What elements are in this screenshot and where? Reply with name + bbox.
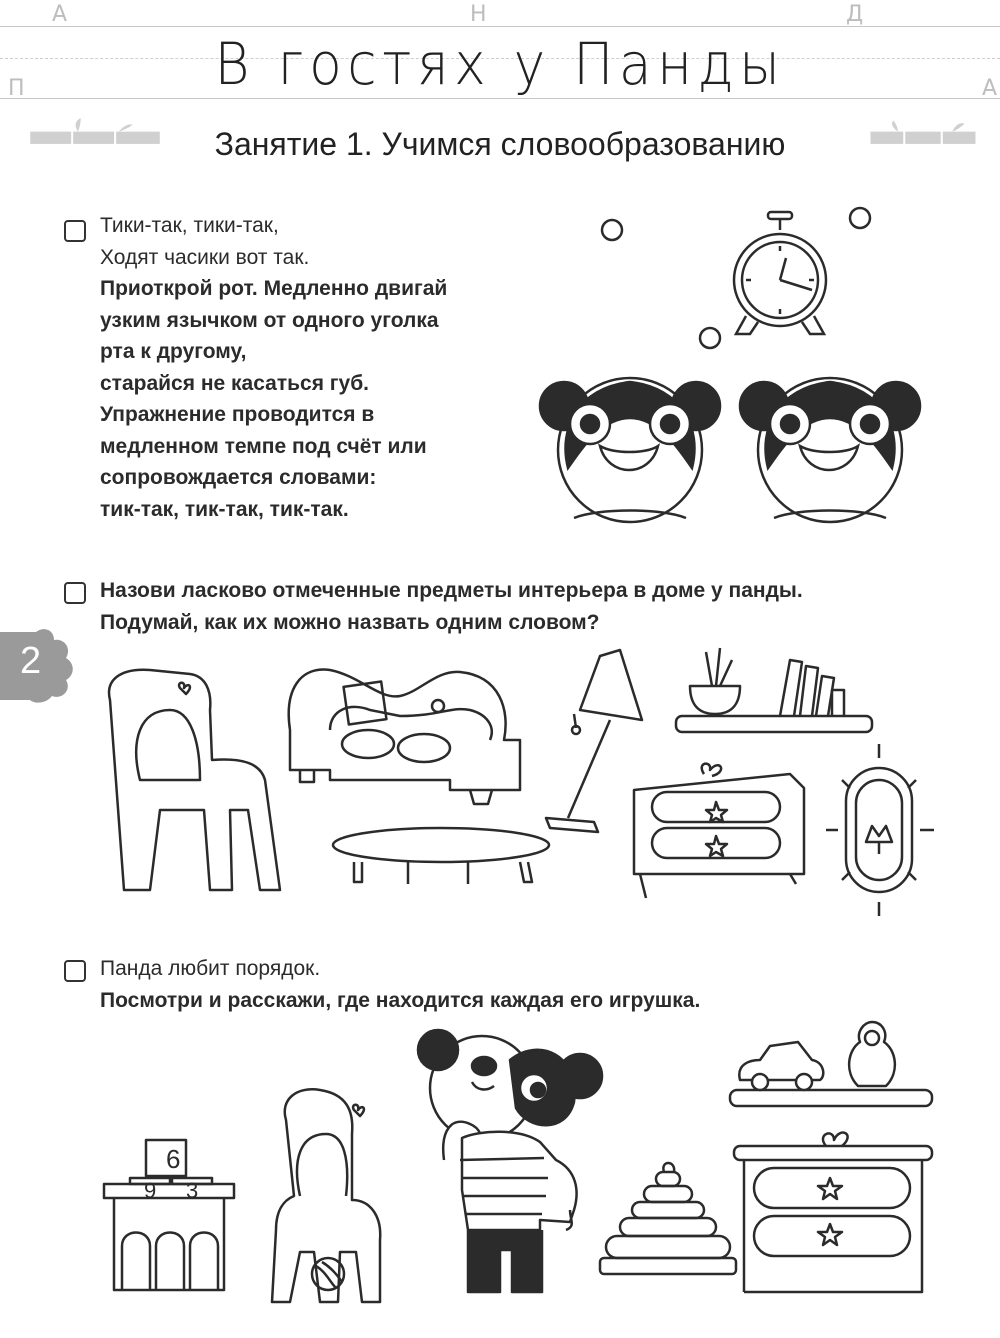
panda-face-left-illustration <box>538 368 722 528</box>
guide-letter: А <box>982 76 998 101</box>
task-2-text <box>100 575 803 638</box>
coffee-table-icon <box>333 828 549 884</box>
toy-shelf-icon <box>730 1022 932 1106</box>
bubble-icon <box>850 208 870 228</box>
task-1-line: Тики-так, тики-так, <box>100 214 279 237</box>
armchair-icon <box>109 670 280 890</box>
toy-car-icon <box>739 1042 823 1080</box>
task-1-text <box>100 210 447 525</box>
block-digit: 3 <box>186 1178 199 1203</box>
task-2-line: Назови ласково отмеченные предметы интерьера в доме у панды. <box>100 579 803 602</box>
standing-panda-icon <box>418 1030 602 1292</box>
task-1-line: узким язычком от одного уголка <box>100 308 439 332</box>
task-1-line: Приоткрой рот. Медленно двигай <box>100 277 448 300</box>
panda-face-right-illustration <box>738 368 922 528</box>
task-3-line: Панда любит порядок. <box>100 957 321 980</box>
guide-letter: Д <box>846 2 864 27</box>
task-1-line: медленном темпе под счёт или <box>100 434 427 458</box>
toys-room-illustration <box>100 1020 960 1320</box>
task-1-line: рта к другому, <box>100 340 247 363</box>
task-1-line: Ходят часики вот так. <box>100 245 310 269</box>
guide-letter: А <box>52 2 68 27</box>
dresser-icon <box>734 1133 932 1292</box>
task-1-line: сопровождается словами: <box>100 466 377 489</box>
page-title: В гостях у Панды <box>214 30 786 98</box>
guide-line-base <box>0 98 1000 99</box>
chair-icon <box>272 1089 380 1302</box>
task-2-checkbox[interactable] <box>64 582 86 604</box>
dresser-icon <box>634 764 804 898</box>
stacking-pyramid-icon <box>600 1163 736 1274</box>
page-number: 2 <box>20 640 42 682</box>
wall-mirror-icon <box>826 744 934 916</box>
block-digit: 9 <box>144 1178 157 1203</box>
task-3-line: Посмотри и расскажи, где находится каждая его игрушка. <box>100 988 701 1012</box>
alarm-clock-illustration <box>590 200 870 360</box>
sofa-icon <box>289 670 520 804</box>
task-3-checkbox[interactable] <box>64 960 86 982</box>
floor-lamp-icon <box>546 650 642 832</box>
task-1-line: тик-так, тик-так, тик-так. <box>100 497 349 521</box>
task-2-line: Подумай, как их можно назвать одним словом? <box>100 610 600 634</box>
bubble-icon <box>602 220 622 240</box>
guide-letter: П <box>8 76 25 101</box>
task-1-line: Упражнение проводится в <box>100 403 375 426</box>
block-digit: 6 <box>166 1144 181 1174</box>
bubble-icon <box>700 328 720 348</box>
page-number-badge <box>0 626 80 706</box>
guide-letter: Н <box>470 2 487 27</box>
task-1-checkbox[interactable] <box>64 220 86 242</box>
lesson-subtitle: Занятие 1. Учимся словообразованию <box>214 126 786 162</box>
task-1-line: старайся не касаться губ. <box>100 371 370 395</box>
shelf-with-books-icon <box>676 648 872 732</box>
furniture-illustration <box>100 640 950 910</box>
task-3-text <box>100 953 700 1016</box>
